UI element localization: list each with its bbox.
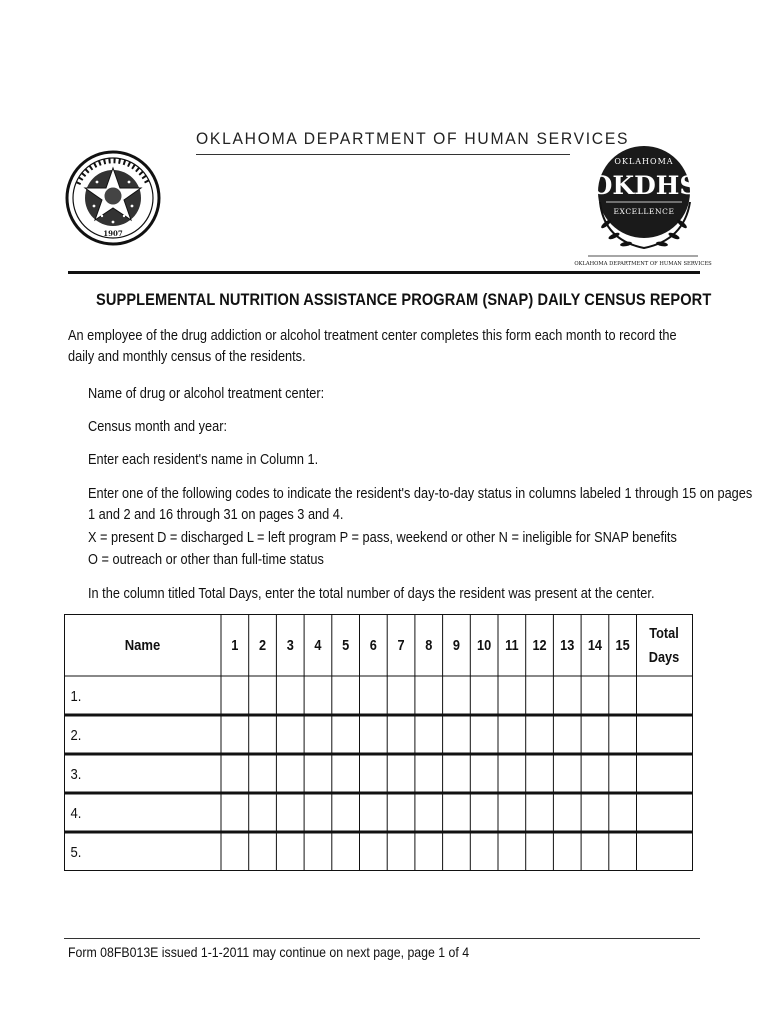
column-header-day-5: 5: [342, 637, 350, 654]
census-month-label: Census month and year:: [88, 419, 228, 435]
column-header-day-14: 14: [587, 637, 603, 654]
codes-instruction-line1: Enter one of the following codes to indicate the resident's day-to-day status in columns labeled 1 through 15 on pages: [88, 486, 753, 502]
svg-text:OKLAHOMA DEPARTMENT OF HUMAN S: OKLAHOMA DEPARTMENT OF HUMAN SERVICES: [574, 261, 712, 267]
column-header-day-15: 15: [615, 637, 630, 654]
row-number-5: 5.: [70, 844, 82, 861]
agency-underline: [196, 154, 570, 155]
header-rule: [68, 271, 700, 274]
svg-text:OKLAHOMA: OKLAHOMA: [614, 157, 674, 166]
intro-paragraph: An employee of the drug addiction or alcohol treatment center completes this form each month to record the daily and monthly census of the residents.: [68, 328, 677, 365]
row-number-3: 3.: [70, 766, 82, 783]
row-number-4: 4.: [70, 805, 82, 822]
column1-instruction: Enter each resident's name in Column 1.: [88, 452, 319, 468]
footer-rule: [64, 938, 700, 939]
column-header-day-6: 6: [369, 637, 377, 654]
form-footer: Form 08FB013E issued 1-1-2011 may continue on next page, page 1 of 4: [68, 944, 470, 960]
column-header-total-line2: Days: [648, 649, 680, 666]
column-header-day-7: 7: [397, 637, 405, 654]
state-seal-icon: [64, 124, 162, 272]
center-name-label: Name of drug or alcohol treatment center:: [88, 386, 325, 402]
census-table: [64, 614, 693, 871]
okdhs-logo-icon: [574, 132, 712, 274]
codes-legend-line1: X = present D = discharged L = left program P = pass, weekend or other N = ineligible for SNAP benefits: [88, 530, 677, 546]
column-header-day-8: 8: [425, 637, 433, 654]
column-header-day-3: 3: [286, 637, 294, 654]
row-number-1: 1.: [70, 688, 82, 705]
total-days-instruction: In the column titled Total Days, enter the total number of days the resident was present at the center.: [88, 586, 655, 602]
codes-legend-line2: O = outreach or other than full-time status: [88, 552, 324, 568]
row-number-2: 2.: [70, 727, 82, 744]
column-header-day-2: 2: [259, 637, 267, 654]
column-header-total-line1: Total: [649, 625, 679, 642]
codes-instruction-line2: 1 and 2 and 16 through 31 on pages 3 and 4.: [88, 507, 344, 523]
column-header-day-12: 12: [532, 637, 547, 654]
column-header-name: Name: [124, 637, 161, 654]
column-header-day-4: 4: [314, 637, 322, 654]
report-title: SUPPLEMENTAL NUTRITION ASSISTANCE PROGRAM (SNAP) DAILY CENSUS REPORT: [96, 290, 712, 309]
column-header-day-1: 1: [231, 637, 239, 654]
column-header-day-11: 11: [505, 637, 519, 654]
svg-text:1907: 1907: [103, 229, 123, 238]
svg-text:OKDHS: OKDHS: [590, 171, 698, 200]
column-header-day-10: 10: [477, 637, 492, 654]
column-header-day-13: 13: [560, 637, 575, 654]
column-header-day-9: 9: [452, 637, 460, 654]
agency-name: OKLAHOMA DEPARTMENT OF HUMAN SERVICES: [196, 130, 630, 148]
svg-text:EXCELLENCE: EXCELLENCE: [613, 207, 675, 216]
